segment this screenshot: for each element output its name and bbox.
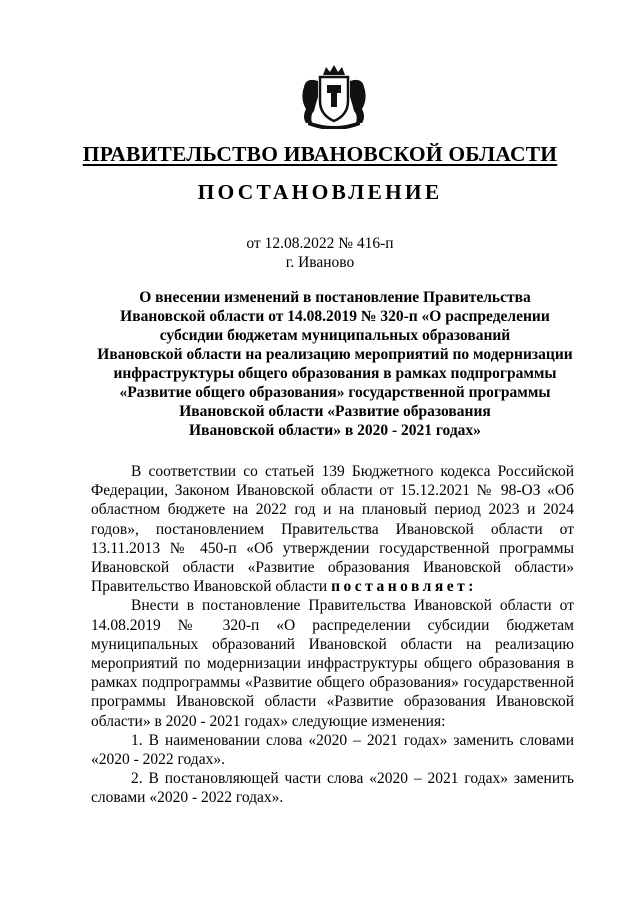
heading-line: «Развитие общего образования» государственной программы bbox=[119, 384, 551, 401]
heading-line: Ивановской области на реализацию мероприятий по модернизации bbox=[97, 346, 573, 363]
document-meta bbox=[0, 234, 640, 272]
heading-line: Ивановской области» в 2020 - 2021 годах» bbox=[189, 422, 481, 439]
document-heading bbox=[90, 288, 580, 440]
heading-line: субсидии бюджетам муниципальных образований bbox=[159, 327, 511, 344]
document-type: ПОСТАНОВЛЕНИЕ bbox=[197, 180, 443, 204]
date-number: от 12.08.2022 № 416-п bbox=[246, 235, 394, 252]
document-body bbox=[91, 462, 574, 808]
item-2-paragraph: 2. В постановляющей части слова «2020 – 2021 годах» заменить словами «2020 - 2022 годах». bbox=[91, 770, 574, 807]
item-1-paragraph: 1. В наименовании слова «2020 – 2021 годах» заменить словами «2020 - 2022 годах». bbox=[91, 731, 574, 769]
heading-line: инфраструктуры общего образования в рамках подпрограммы bbox=[113, 365, 557, 382]
decree-word: постановляет: bbox=[331, 578, 477, 596]
main-paragraph: Внести в постановление Правительства Ивановской области от 14.08.2019 № 320-п «О распределении субсидии бюджетам муниципальных образований Ивановской области на реализацию мероприятий по модернизации инфраструктуры общего образования в рамках подпрограммы «Развитие общего образования» государственной программы Ивановской области «Развитие образования Ивановской области» в 2020 - 2021 годах» следующие изменения: bbox=[91, 597, 574, 730]
government-title: ПРАВИТЕЛЬСТВО ИВАНОВСКОЙ ОБЛАСТИ bbox=[82, 142, 558, 166]
heading-line: Ивановской области от 14.08.2019 № 320-п «О распределении bbox=[120, 308, 550, 325]
ivanovo-coat-of-arms-icon bbox=[296, 61, 372, 129]
preamble-paragraph bbox=[91, 462, 574, 596]
city: г. Иваново bbox=[285, 254, 355, 271]
heading-line: Ивановской области «Развитие образования bbox=[179, 403, 491, 420]
heading-line: О внесении изменений в постановление Правительства bbox=[139, 289, 531, 306]
preamble-text: В соответствии со статьей 139 Бюджетного кодекса Российской Федерации, Законом Ивановской области от 15.12.2021 № 98-ОЗ «Об областном бюджете на 2022 год и на плановый период 2023 и 2024 годов», постановлением Правительства Ивановской области от 13.11.2013 № 450-п «Об утверждении государственной программы Ивановской области «Развитие образования Ивановской области» Правительство Ивановской области bbox=[91, 463, 574, 596]
